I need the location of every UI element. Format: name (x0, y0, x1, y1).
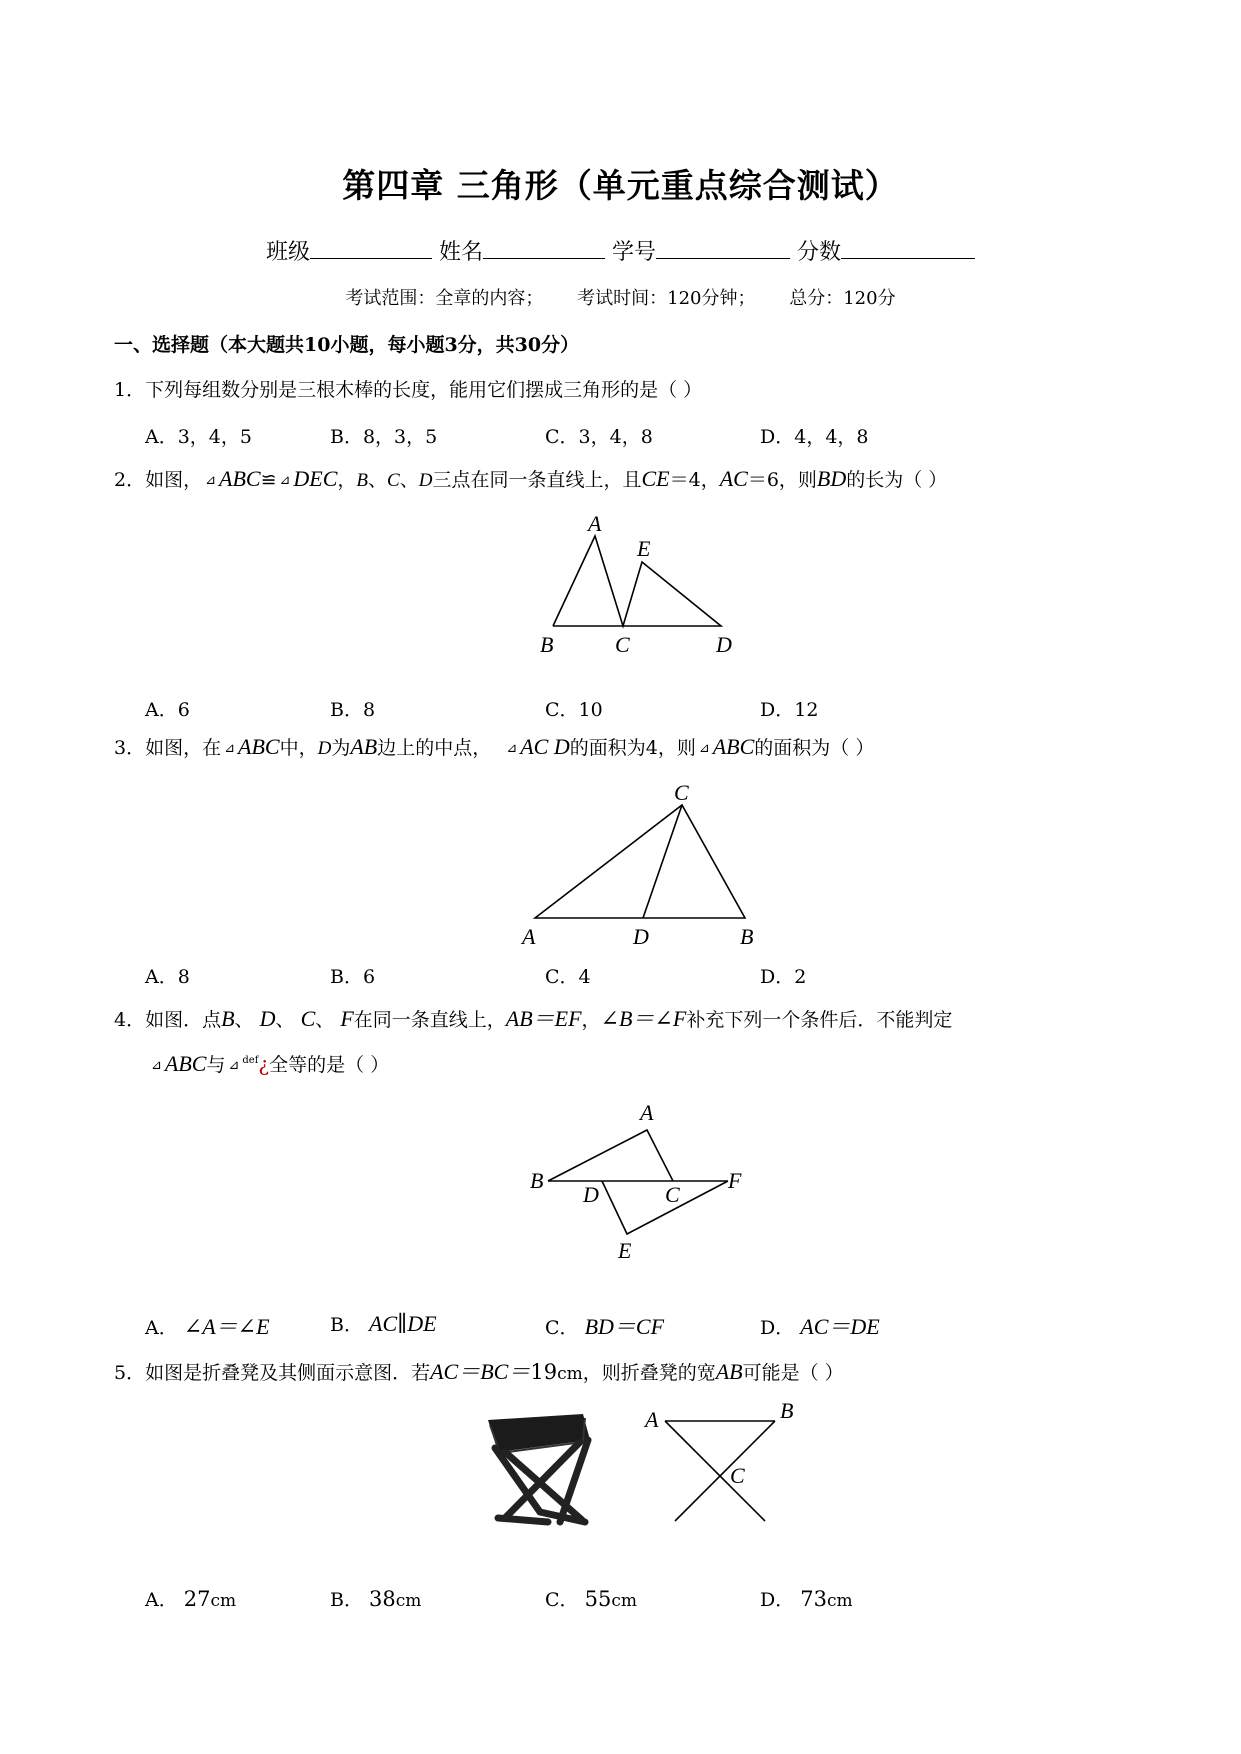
triangle-symbol: ⊿ (224, 741, 235, 756)
class-label: 班级 (265, 240, 310, 265)
triangle-symbol: ⊿ (205, 473, 216, 488)
q3-option-c[interactable]: C．4 (545, 966, 591, 988)
q3-label-a: A (522, 924, 536, 949)
q4-option-d[interactable]: D． AC＝DE (760, 1314, 880, 1339)
q4-label-a: A (640, 1100, 654, 1125)
q4-label-d: D (583, 1182, 599, 1207)
q2-label-b: B (540, 632, 554, 657)
score-label: 分数 (797, 240, 842, 265)
q5-label-c: C (730, 1463, 745, 1488)
q4-label-c: C (665, 1182, 680, 1207)
triangle-symbol: ⊿ (228, 1058, 240, 1073)
triangle-symbol: ⊿ (698, 741, 710, 756)
q2-label-d: D (716, 632, 732, 657)
q1-option-b[interactable]: B．8，3，5 (330, 426, 438, 448)
q5-option-b[interactable]: B． 38cm (330, 1587, 422, 1611)
q5-option-d[interactable]: D． 73cm (760, 1587, 853, 1611)
q5-label-b: B (780, 1398, 794, 1423)
q3-label-c: C (674, 780, 689, 805)
q4-option-c[interactable]: C． BD＝CF (545, 1314, 665, 1339)
q3-option-a[interactable]: A．8 (145, 966, 190, 988)
exam-range: 考试范围：全章的内容； (345, 288, 544, 309)
question-3-text: 3．如图，在 ⊿ ABC中，D为AB边上的中点， ⊿ AC D的面积为4，则 ⊿ ABC的面积为（ ） (114, 734, 875, 759)
q4-option-a[interactable]: A． ∠A＝∠E (145, 1314, 270, 1339)
page-title: 第四章 三角形（单元重点综合测试） (342, 166, 899, 205)
q2-label-c: C (615, 632, 630, 657)
q2-label-e: E (637, 536, 651, 561)
question-4-text-line2: ⊿ ABC与 ⊿ $^{def}$¿全等的是（ ） (151, 1051, 390, 1076)
q1-option-a[interactable]: A．3，4，5 (145, 426, 252, 448)
q5-leg-1 (665, 1421, 765, 1521)
question-1-text: 1．下列每组数分别是三根木棒的长度，能用它们摆成三角形的是（ ） (114, 379, 703, 401)
q5-label-a: A (645, 1407, 659, 1432)
triangle-symbol: ⊿ (279, 473, 291, 488)
q2-option-c[interactable]: C．10 (545, 699, 603, 721)
q2-option-a[interactable]: A．6 (145, 699, 190, 721)
id-label: 学号 (612, 240, 657, 265)
q1-option-d[interactable]: D．4，4，8 (760, 426, 869, 448)
question-4-text: 4．如图．点B、 D、 C、 F在同一条直线上，AB＝EF，∠B＝∠F补充下列一个条件后．不能判定 (114, 1006, 953, 1031)
section-heading: 一、选择题（本大题共10小题，每小题3分，共30分） (114, 334, 580, 356)
q3-option-d[interactable]: D．2 (760, 966, 807, 988)
exam-time: 考试时间：120分钟； (577, 288, 756, 309)
triangle-symbol: ⊿ (506, 741, 518, 756)
q5-leg-2 (675, 1421, 775, 1521)
q3-label-d: D (633, 924, 649, 949)
triangle-symbol: ⊿ (151, 1058, 162, 1073)
q4-label-e: E (618, 1238, 632, 1263)
q4-label-f: F (728, 1168, 742, 1193)
q2-label-a: A (588, 511, 602, 536)
question-2-text: 2．如图， ⊿ ABC≌ ⊿ DEC，B、C、D三点在同一条直线上，且CE＝4，AC＝6，则BD的长为（ ） (114, 466, 948, 491)
q4-option-b[interactable]: B． AC∥DE (330, 1311, 437, 1336)
q3-option-b[interactable]: B．6 (330, 966, 376, 988)
q3-label-b: B (740, 924, 754, 949)
exam-total: 总分：120分 (789, 288, 896, 309)
q5-option-c[interactable]: C． 55cm (545, 1587, 637, 1611)
q2-option-b[interactable]: B．8 (330, 699, 376, 721)
question-5-text: 5．如图是折叠凳及其侧面示意图．若AC＝BC＝19cm，则折叠凳的宽AB可能是（ ） (114, 1359, 844, 1384)
q4-label-b: B (530, 1168, 544, 1193)
q2-option-d[interactable]: D．12 (760, 699, 819, 721)
q5-option-a[interactable]: A． 27cm (145, 1587, 237, 1611)
name-label: 姓名 (438, 240, 483, 265)
q1-option-c[interactable]: C．3，4，8 (545, 426, 653, 448)
